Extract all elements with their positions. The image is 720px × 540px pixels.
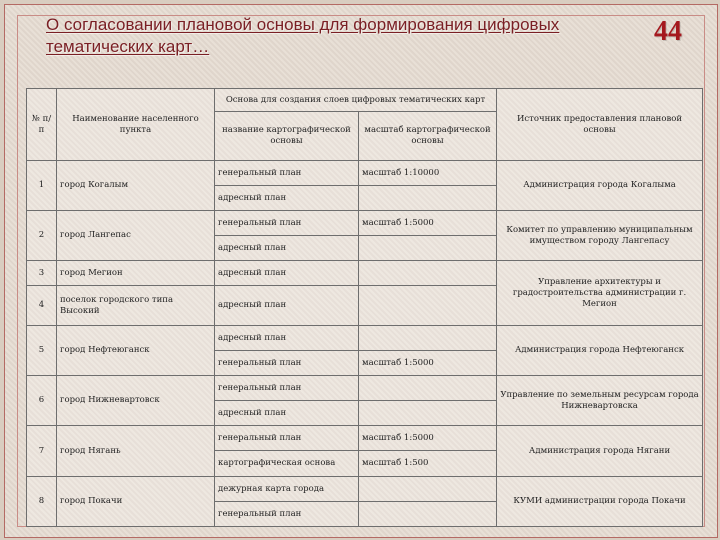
slide-title: О согласовании плановой основы для формирования цифровых тематических карт… [46, 15, 560, 56]
row-base-name: адресный план [215, 261, 359, 286]
row-base-name: генеральный план [215, 502, 359, 527]
header-num: № п/п [27, 89, 57, 161]
row-base-scale [359, 401, 497, 426]
row-base-name: генеральный план [215, 426, 359, 451]
row-num: 3 [27, 261, 57, 286]
row-source: Администрация города Нефтеюганск [497, 326, 703, 376]
row-base-name: дежурная карта города [215, 477, 359, 502]
row-base-scale [359, 376, 497, 401]
row-base-name: адресный план [215, 286, 359, 326]
row-base-name: адресный план [215, 326, 359, 351]
row-base-name: генеральный план [215, 376, 359, 401]
row-settlement: город Нефтеюганск [57, 326, 215, 376]
row-num: 6 [27, 376, 57, 426]
row-base-name: генеральный план [215, 161, 359, 186]
row-base-scale: масштаб 1:5000 [359, 426, 497, 451]
row-base-name: адресный план [215, 236, 359, 261]
row-num: 1 [27, 161, 57, 211]
row-num: 5 [27, 326, 57, 376]
header-source: Источник предоставления плановой основы [497, 89, 703, 161]
row-source: КУМИ администрации города Покачи [497, 477, 703, 527]
row-base-name: адресный план [215, 401, 359, 426]
row-base-name: картографическая основа [215, 451, 359, 477]
row-base-name: генеральный план [215, 351, 359, 376]
row-base-scale [359, 477, 497, 502]
row-settlement: город Нижневартовск [57, 376, 215, 426]
row-settlement: город Когалым [57, 161, 215, 211]
header-base-scale: масштаб картографической основы [359, 112, 497, 161]
row-source: Администрация города Нягани [497, 426, 703, 477]
row-base-name: адресный план [215, 186, 359, 211]
row-base-scale [359, 236, 497, 261]
header-settlement: Наименование населенного пункта [57, 89, 215, 161]
row-source: Управление архитектуры и градостроительства администрации г. Мегион [497, 261, 703, 326]
row-base-scale [359, 502, 497, 527]
row-source: Комитет по управлению муниципальным имуществом городу Лангепасу [497, 211, 703, 261]
row-settlement: город Мегион [57, 261, 215, 286]
row-num: 2 [27, 211, 57, 261]
row-source: Администрация города Когалыма [497, 161, 703, 211]
row-num: 7 [27, 426, 57, 477]
row-base-scale: масштаб 1:5000 [359, 211, 497, 236]
row-base-scale [359, 286, 497, 326]
row-settlement: поселок городского типа Высокий [57, 286, 215, 326]
header-base-group: Основа для создания слоев цифровых тематических карт [215, 89, 497, 112]
row-base-scale [359, 326, 497, 351]
row-base-scale [359, 186, 497, 211]
row-source: Управление по земельным ресурсам города Нижневартовска [497, 376, 703, 426]
row-settlement: город Покачи [57, 477, 215, 527]
page-number: 44 [654, 16, 682, 47]
row-base-scale: масштаб 1:500 [359, 451, 497, 477]
row-base-scale: масштаб 1:5000 [359, 351, 497, 376]
header-base-name: название картографической основы [215, 112, 359, 161]
row-num: 4 [27, 286, 57, 326]
row-base-scale: масштаб 1:10000 [359, 161, 497, 186]
row-base-scale [359, 261, 497, 286]
row-num: 8 [27, 477, 57, 527]
row-base-name: генеральный план [215, 211, 359, 236]
row-settlement: город Лангепас [57, 211, 215, 261]
row-settlement: город Нягань [57, 426, 215, 477]
plan-basis-table [26, 88, 703, 527]
